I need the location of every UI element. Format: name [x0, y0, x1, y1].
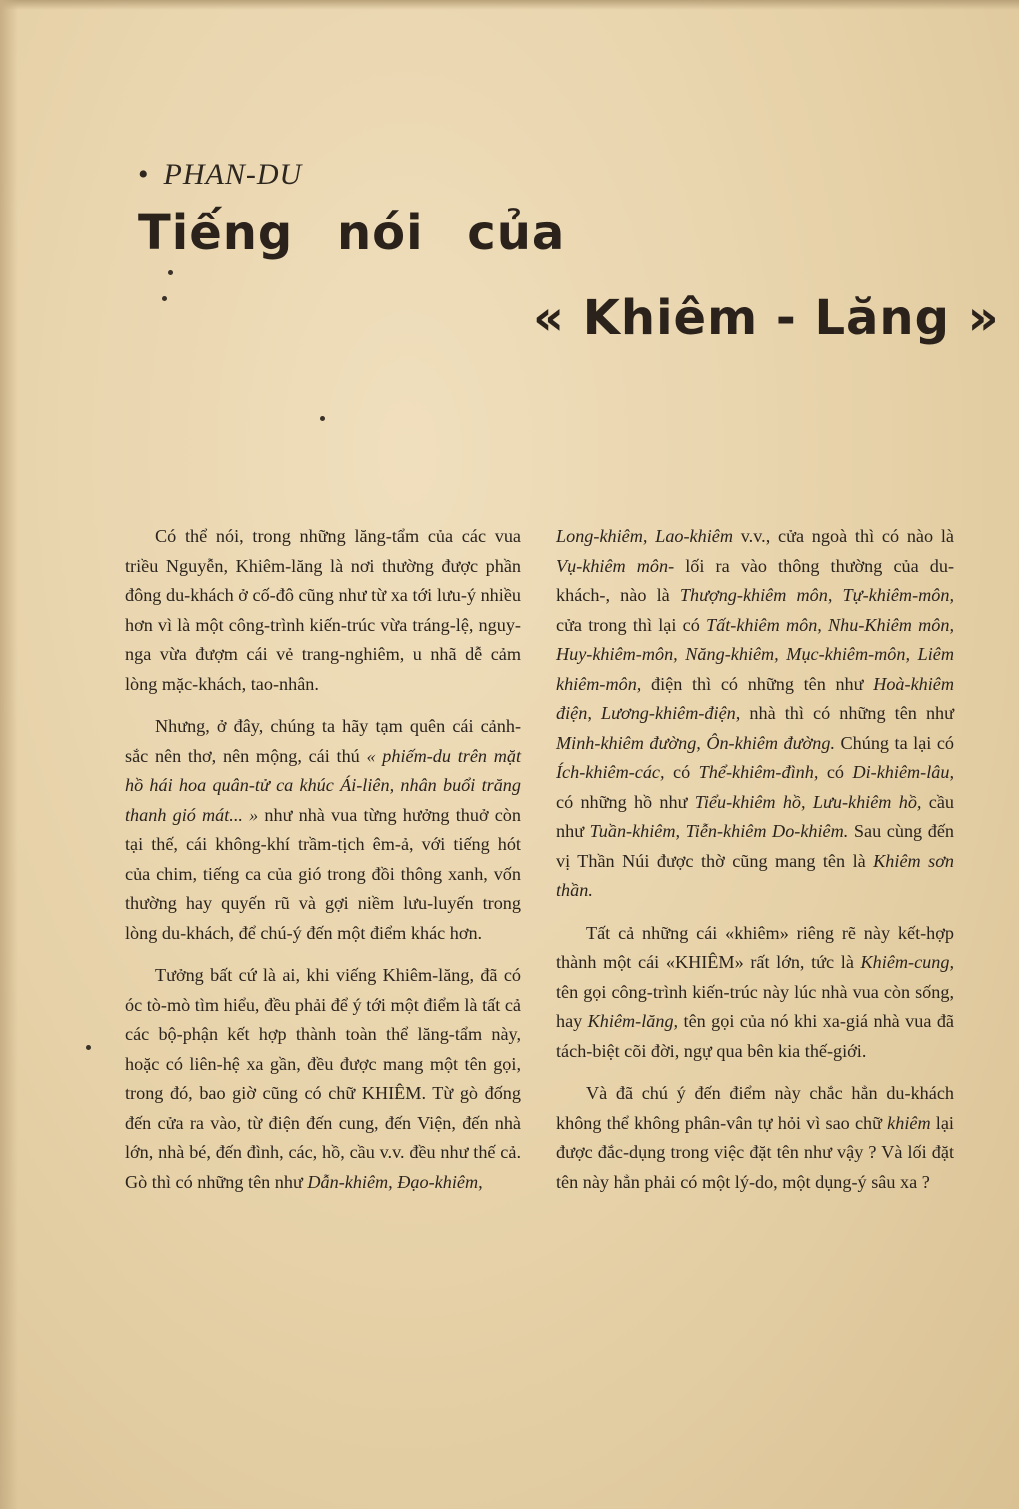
- bullet-icon: •: [138, 158, 150, 191]
- article-title-line-1: Tiếng nói của: [138, 205, 566, 261]
- text-run: điện thì có những tên như: [641, 673, 874, 694]
- italic-name: Dẫn-khiêm, Đạo-khiêm,: [307, 1171, 483, 1192]
- italic-name: Thượng-khiêm môn, Tự-khiêm-môn,: [679, 585, 954, 605]
- italic-name: Ích-khiêm-các,: [556, 762, 665, 782]
- print-speck: [162, 296, 167, 301]
- italic-name: Long-khiêm, Lao-khiêm: [556, 526, 733, 546]
- text-run: tên gọi công-trình kiến-trúc này lúc nhà vua còn sống, hay: [556, 981, 954, 1031]
- text-run: nhà thì có những tên như: [740, 703, 954, 723]
- author-name: PHAN-DU: [163, 158, 303, 191]
- text-run: lại được đắc-dụng trong việc đặt tên như vậy ? Và lối đặt tên này hẳn phải có một lý-do, một dụng-ý sâu xa ?: [556, 1112, 954, 1192]
- text-run: v.v., cửa ngoà thì có nào là: [733, 526, 954, 546]
- text-run: Tất cả những cái «khiêm» riêng rẽ này kết-hợp thành một cái «KHIÊM» rất lớn, tức là: [556, 922, 954, 972]
- text-run: lối ra vào thông thường của du-khách-, nào là: [556, 555, 954, 605]
- paragraph-continued: [556, 522, 954, 906]
- left-text-column: [125, 522, 521, 1197]
- italic-name: Khiêm sơn thần.: [556, 850, 954, 900]
- text-run: như nhà vua từng hưởng thuở còn tại thế, cái không-khí trầm-tịch êm-ả, với tiếng hót của chim, tiếng ca của gió trong đồi thông xanh, vốn thường hay quyến rũ và gợi niềm lưu-luyến trong lòng du-khách, để chú-ý đến một điểm khác hơn.: [125, 804, 521, 943]
- italic-quote: « phiếm-du trên mặt hồ hái hoa quân-tử ca khúc Ái-liên, nhân buổi trăng thanh gió mát... »: [125, 745, 521, 825]
- italic-name: Khiêm-cung,: [860, 952, 954, 972]
- paragraph: [125, 961, 521, 1197]
- right-text-column: [556, 522, 954, 1197]
- italic-name: Minh-khiêm đường, Ôn-khiêm đường.: [556, 732, 835, 753]
- italic-name: Hoà-khiêm điện, Lương-khiêm-điện,: [556, 673, 954, 723]
- paragraph: Có thể nói, trong những lăng-tẩm của các vua triều Nguyễn, Khiêm-lăng là nơi thường được phần đông du-khách ở cố-đô cũng như từ xa tới lưu-ý nhiều hơn vì là một công-trình kiến-trúc vừa tráng-lệ, nguy-nga vừa đượm cái vẻ trang-nghiêm, u nhã dễ cảm lòng mặc-khách, tao-nhân.: [125, 526, 521, 694]
- italic-name: Vụ-khiêm môn-: [556, 555, 675, 576]
- text-run: cầu như: [556, 791, 954, 841]
- text-run: có: [664, 762, 699, 782]
- italic-name: Di-khiêm-lâu,: [852, 762, 954, 782]
- italic-name: khiêm: [887, 1112, 931, 1133]
- italic-name: Khiêm-lăng,: [587, 1011, 679, 1031]
- print-speck: [168, 270, 173, 275]
- text-run: Sau cùng đến vị Thần Núi được thờ cũng mang tên là: [556, 821, 954, 871]
- text-run: tên gọi của nó khi xa-giá nhà vua đã tách-biệt cõi đời, ngự qua bên kia thế-giới.: [556, 1011, 954, 1061]
- italic-name: Thể-khiêm-đình,: [698, 762, 819, 782]
- paragraph: [556, 1079, 954, 1197]
- text-run: có: [818, 762, 853, 782]
- paragraph: [125, 712, 521, 948]
- text-run: Và đã chú ý đến điểm này chắc hẳn du-khách không thể không phân-vân tự hỏi vì sao chữ: [556, 1083, 954, 1133]
- italic-name: Tất-khiêm môn, Nhu-Khiêm môn, Huy-khiêm-môn, Năng-khiêm, Mục-khiêm-môn, Liêm khiêm-môn,: [556, 614, 954, 694]
- text-run: cửa trong thì lại có: [556, 614, 707, 635]
- text-run: Nhưng, ở đây, chúng ta hãy tạm quên cái cảnh-sắc nên thơ, nên mộng, cái thú: [125, 716, 521, 766]
- print-speck: [86, 1045, 91, 1050]
- print-speck: [320, 416, 325, 421]
- author-byline: [138, 158, 302, 192]
- italic-name: Tiểu-khiêm hồ, Lưu-khiêm hồ,: [694, 791, 922, 812]
- page-top-edge: [0, 0, 1019, 10]
- article-title-line-2: « Khiêm - Lăng »: [533, 290, 1000, 346]
- text-run: có những hồ như: [556, 791, 695, 812]
- text-run: Chúng ta lại có: [835, 732, 954, 753]
- italic-name: Tuần-khiêm, Tiễn-khiêm Do-khiêm.: [589, 821, 849, 841]
- paragraph: [556, 919, 954, 1067]
- text-run: Tưởng bất cứ là ai, khi viếng Khiêm-lăng, đã có óc tò-mò tìm hiểu, đều phải để ý tới một điểm là tất cả các bộ-phận kết hợp thành toàn thể lăng-tẩm này, hoặc có liên-hệ xa gần, đều được mang một tên gọi, trong đó, bao giờ cũng có chữ KHIÊM. Từ gò đống đến cửa ra vào, từ điện đến cung, đến Viện, đến nhà lớn, nhà bé, đến đình, các, hồ, cầu v.v. đều như thế cả. Gò thì có những tên như: [125, 965, 521, 1192]
- page-left-edge: [0, 0, 18, 1509]
